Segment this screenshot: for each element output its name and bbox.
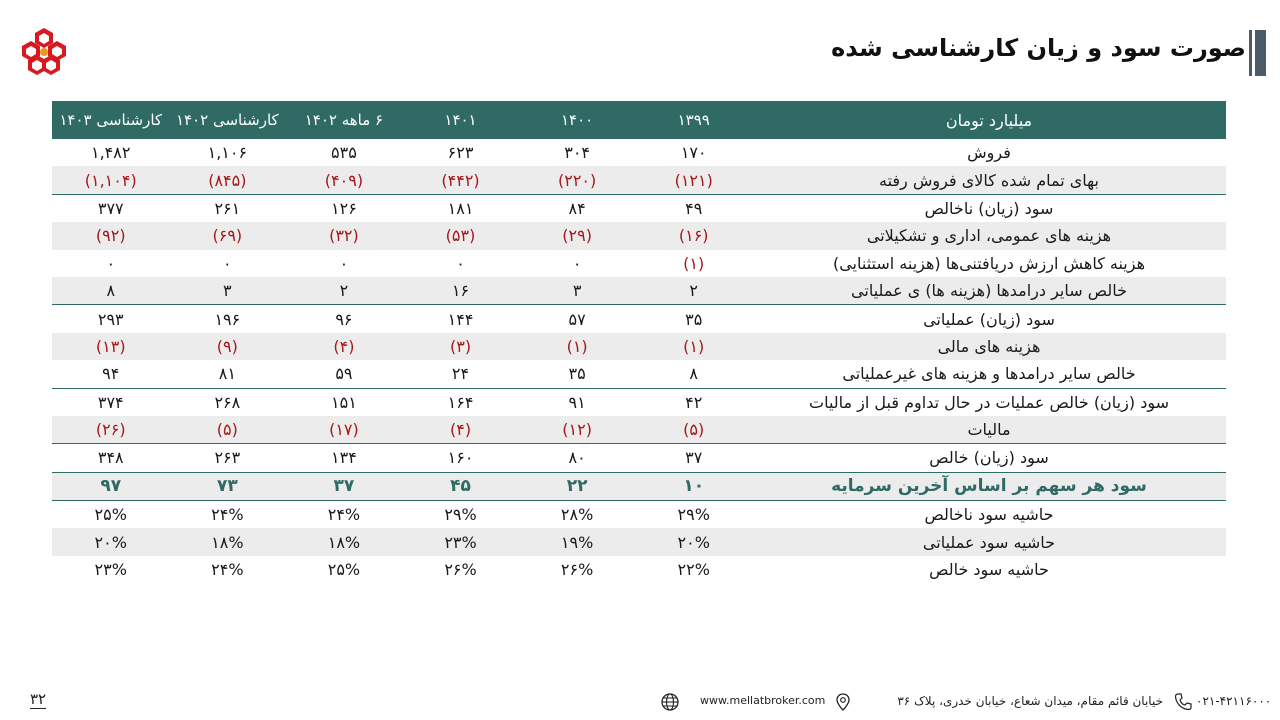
cell-1401: (۳) bbox=[449, 336, 472, 356]
table-row bbox=[52, 139, 1226, 166]
table-row bbox=[52, 277, 1226, 305]
table-row bbox=[52, 473, 1226, 501]
address-text: خیابان قائم مقام، میدان شعاع، خیابان خدری، پلاک ۳۶ bbox=[897, 694, 1163, 708]
cell-expert-1403: ۲۵% bbox=[94, 505, 127, 525]
cell-expert-1403: ۳۷۴ bbox=[97, 392, 124, 412]
cell-expert-1402: (۸۴۵) bbox=[208, 170, 247, 190]
table-row bbox=[52, 360, 1226, 388]
cell-expert-1402: ۲۶۱ bbox=[214, 198, 241, 218]
row-label: سود (زیان) عملیاتی bbox=[923, 309, 1055, 329]
cell-1400: (۱) bbox=[566, 336, 588, 356]
cell-1401: ۱۶۴ bbox=[447, 392, 474, 412]
table-row bbox=[52, 222, 1226, 249]
table-row bbox=[52, 166, 1226, 194]
globe-icon bbox=[660, 692, 680, 712]
cell-expert-1403: ۲۰% bbox=[94, 532, 127, 552]
income-statement-table bbox=[52, 101, 1226, 583]
cell-expert-1403: ۸ bbox=[106, 281, 116, 301]
cell-expert-1402: ۲۴% bbox=[211, 560, 244, 580]
cell-6m-1402: (۴) bbox=[333, 336, 355, 356]
cell-expert-1403: ۰ bbox=[106, 253, 116, 273]
cell-1401: ۱۸۱ bbox=[447, 198, 474, 218]
page-title: صورت سود و زیان کارشناسی شده bbox=[831, 34, 1246, 62]
cell-expert-1403: ۲۹۳ bbox=[97, 309, 124, 329]
cell-1399: ۱۰ bbox=[683, 476, 705, 497]
cell-1400: ۹۱ bbox=[568, 392, 586, 412]
row-label: خالص سایر درامدها و هزینه های غیرعملیاتی bbox=[842, 364, 1136, 384]
row-label: بهای تمام شده کالای فروش رفته bbox=[879, 170, 1099, 190]
cell-expert-1403: ۹۴ bbox=[102, 364, 120, 384]
table-body bbox=[52, 139, 1226, 583]
table-row bbox=[52, 444, 1226, 472]
row-label: سود (زیان) خالص عملیات در حال تداوم قبل از مالیات bbox=[809, 392, 1169, 412]
cell-6m-1402: ۹۶ bbox=[335, 309, 353, 329]
cell-6m-1402: (۳۲) bbox=[329, 226, 359, 246]
cell-6m-1402: (۴۰۹) bbox=[324, 170, 364, 190]
cell-1399: ۲۲% bbox=[677, 560, 710, 580]
title-accent-bar-thin bbox=[1249, 30, 1252, 76]
cell-1399: ۸ bbox=[689, 364, 698, 384]
cell-1401: ۰ bbox=[456, 253, 465, 273]
table-row bbox=[52, 250, 1226, 277]
cell-expert-1403: ۲۳% bbox=[94, 560, 127, 580]
cell-1399: (۱۶) bbox=[678, 226, 709, 246]
cell-1400: ۸۴ bbox=[568, 198, 586, 218]
row-label: حاشیه سود ناخالص bbox=[924, 505, 1054, 525]
cell-1399: ۲۰% bbox=[677, 532, 710, 552]
phone-number: ۰۲۱-۴۲۱۱۶۰۰۰ bbox=[1196, 694, 1272, 708]
cell-1399: ۳۵ bbox=[685, 309, 703, 329]
table-row bbox=[52, 305, 1226, 332]
row-label: خالص سایر درامدها (هزینه ها) ی عملیاتی bbox=[851, 281, 1127, 301]
cell-expert-1403: ۱,۴۸۲ bbox=[91, 143, 131, 163]
row-label: هزینه کاهش ارزش دریافتنی‌ها (هزینه استثنایی) bbox=[832, 253, 1146, 273]
cell-1401: ۲۳% bbox=[444, 532, 477, 552]
cell-1399: (۱) bbox=[683, 336, 705, 356]
cell-expert-1402: ۲۶۳ bbox=[214, 448, 241, 468]
cell-1400: (۱۲) bbox=[562, 420, 592, 440]
cell-1400: ۳ bbox=[572, 281, 582, 301]
company-logo bbox=[20, 26, 68, 76]
cell-1400: ۰ bbox=[572, 253, 582, 273]
cell-1399: (۱) bbox=[683, 253, 705, 273]
cell-6m-1402: ۲۵% bbox=[327, 560, 361, 580]
table-row bbox=[52, 195, 1226, 222]
cell-1400: (۲۹) bbox=[562, 226, 592, 246]
cell-1401: (۵۳) bbox=[445, 226, 476, 246]
cell-1400: ۲۸% bbox=[560, 505, 594, 525]
row-label: سود (زیان) ناخالص bbox=[924, 198, 1054, 218]
row-label: حاشیه سود خالص bbox=[929, 560, 1049, 580]
cell-expert-1402: ۱۸% bbox=[211, 532, 244, 552]
cell-1400: ۵۷ bbox=[568, 309, 586, 329]
cell-expert-1403: ۹۷ bbox=[100, 476, 122, 497]
cell-expert-1403: (۱,۱۰۴) bbox=[84, 170, 137, 190]
cell-expert-1403: (۹۲) bbox=[95, 226, 126, 246]
cell-1399: ۲۹% bbox=[677, 505, 710, 525]
cell-expert-1403: ۳۴۸ bbox=[97, 448, 124, 468]
cell-1401: ۱۴۴ bbox=[447, 309, 474, 329]
cell-1401: ۲۴ bbox=[451, 364, 470, 384]
cell-1401: ۲۶% bbox=[444, 560, 477, 580]
location-icon bbox=[833, 692, 853, 712]
header-expert-1402: کارشناسی ۱۴۰۲ bbox=[175, 111, 279, 129]
cell-1400: ۱۹% bbox=[560, 532, 594, 552]
row-label: هزینه های مالی bbox=[937, 336, 1041, 356]
title-accent-bar bbox=[1255, 30, 1266, 76]
header-1399: ۱۳۹۹ bbox=[677, 111, 710, 129]
cell-1399: (۵) bbox=[683, 420, 705, 440]
cell-1400: ۳۰۴ bbox=[564, 143, 590, 163]
table-header-row bbox=[52, 101, 1226, 139]
header-unit: میلیارد تومان bbox=[945, 110, 1033, 130]
cell-1401: (۴۴۲) bbox=[441, 170, 480, 190]
phone-icon bbox=[1173, 692, 1193, 712]
footer bbox=[0, 690, 1280, 720]
cell-expert-1402: (۹) bbox=[216, 336, 238, 356]
cell-expert-1402: ۲۴% bbox=[211, 505, 244, 525]
cell-1400: (۲۲۰) bbox=[557, 170, 597, 190]
cell-1400: ۳۵ bbox=[568, 364, 586, 384]
table-row bbox=[52, 556, 1226, 583]
cell-6m-1402: (۱۷) bbox=[329, 420, 359, 440]
cell-6m-1402: ۱۳۴ bbox=[331, 448, 357, 468]
cell-expert-1403: (۲۶) bbox=[95, 420, 126, 440]
cell-expert-1402: ۲۶۸ bbox=[214, 392, 241, 412]
table-row bbox=[52, 389, 1226, 416]
cell-1399: ۴۲ bbox=[685, 392, 703, 412]
cell-1401: ۴۵ bbox=[450, 476, 471, 497]
header-1401: ۱۴۰۱ bbox=[444, 111, 477, 129]
row-label: سود (زیان) خالص bbox=[929, 448, 1049, 468]
cell-expert-1402: ۷۳ bbox=[216, 476, 238, 497]
header-expert-1403: کارشناسی ۱۴۰۳ bbox=[59, 111, 163, 129]
cell-expert-1402: ۱۹۶ bbox=[214, 309, 241, 329]
cell-expert-1402: ۳ bbox=[223, 281, 232, 301]
cell-expert-1402: ۸۱ bbox=[218, 364, 236, 384]
cell-1400: ۸۰ bbox=[568, 448, 586, 468]
cell-6m-1402: ۰ bbox=[339, 253, 349, 273]
cell-1401: ۲۹% bbox=[444, 505, 477, 525]
page-number: ۳۲ bbox=[30, 690, 47, 708]
cell-6m-1402: ۲ bbox=[339, 281, 349, 301]
header-1400: ۱۴۰۰ bbox=[560, 111, 594, 129]
cell-6m-1402: ۵۳۵ bbox=[331, 143, 357, 163]
website-link[interactable]: www.mellatbroker.com bbox=[700, 694, 826, 707]
table-row bbox=[52, 333, 1226, 360]
cell-expert-1403: ۳۷۷ bbox=[97, 198, 124, 218]
cell-6m-1402: ۱۲۶ bbox=[331, 198, 357, 218]
row-label: مالیات bbox=[967, 420, 1011, 440]
cell-expert-1402: (۵) bbox=[216, 420, 238, 440]
row-label: فروش bbox=[967, 143, 1011, 163]
cell-expert-1402: ۰ bbox=[223, 253, 232, 273]
cell-1400: ۲۶% bbox=[560, 560, 594, 580]
cell-1401: ۱۶ bbox=[451, 281, 470, 301]
cell-expert-1402: ۱,۱۰۶ bbox=[207, 143, 248, 163]
cell-1401: ۶۲۳ bbox=[447, 143, 474, 163]
cell-1399: ۲ bbox=[689, 281, 698, 301]
cell-expert-1403: (۱۳) bbox=[95, 336, 126, 356]
cell-1401: ۱۶۰ bbox=[447, 448, 474, 468]
cell-6m-1402: ۵۹ bbox=[335, 364, 353, 384]
cell-6m-1402: ۱۵۱ bbox=[331, 392, 357, 412]
cell-1399: ۴۹ bbox=[685, 198, 703, 218]
cell-6m-1402: ۳۷ bbox=[333, 476, 355, 497]
cell-1399: ۱۷۰ bbox=[680, 143, 707, 163]
cell-1400: ۲۲ bbox=[566, 476, 588, 497]
row-label: حاشیه سود عملیاتی bbox=[922, 532, 1056, 552]
table-row bbox=[52, 501, 1226, 528]
cell-1401: (۴) bbox=[449, 420, 472, 440]
cell-1399: ۳۷ bbox=[685, 448, 703, 468]
cell-1399: (۱۲۱) bbox=[674, 170, 713, 190]
row-label: سود هر سهم بر اساس آخرین سرمایه bbox=[831, 476, 1147, 497]
table-row bbox=[52, 416, 1226, 444]
cell-6m-1402: ۲۴% bbox=[327, 505, 361, 525]
table-row bbox=[52, 528, 1226, 555]
row-label: هزینه های عمومی، اداری و تشکیلاتی bbox=[866, 226, 1112, 246]
cell-6m-1402: ۱۸% bbox=[327, 532, 361, 552]
header-6m-1402: ۶ ماهه ۱۴۰۲ bbox=[304, 111, 384, 129]
cell-expert-1402: (۶۹) bbox=[212, 226, 243, 246]
